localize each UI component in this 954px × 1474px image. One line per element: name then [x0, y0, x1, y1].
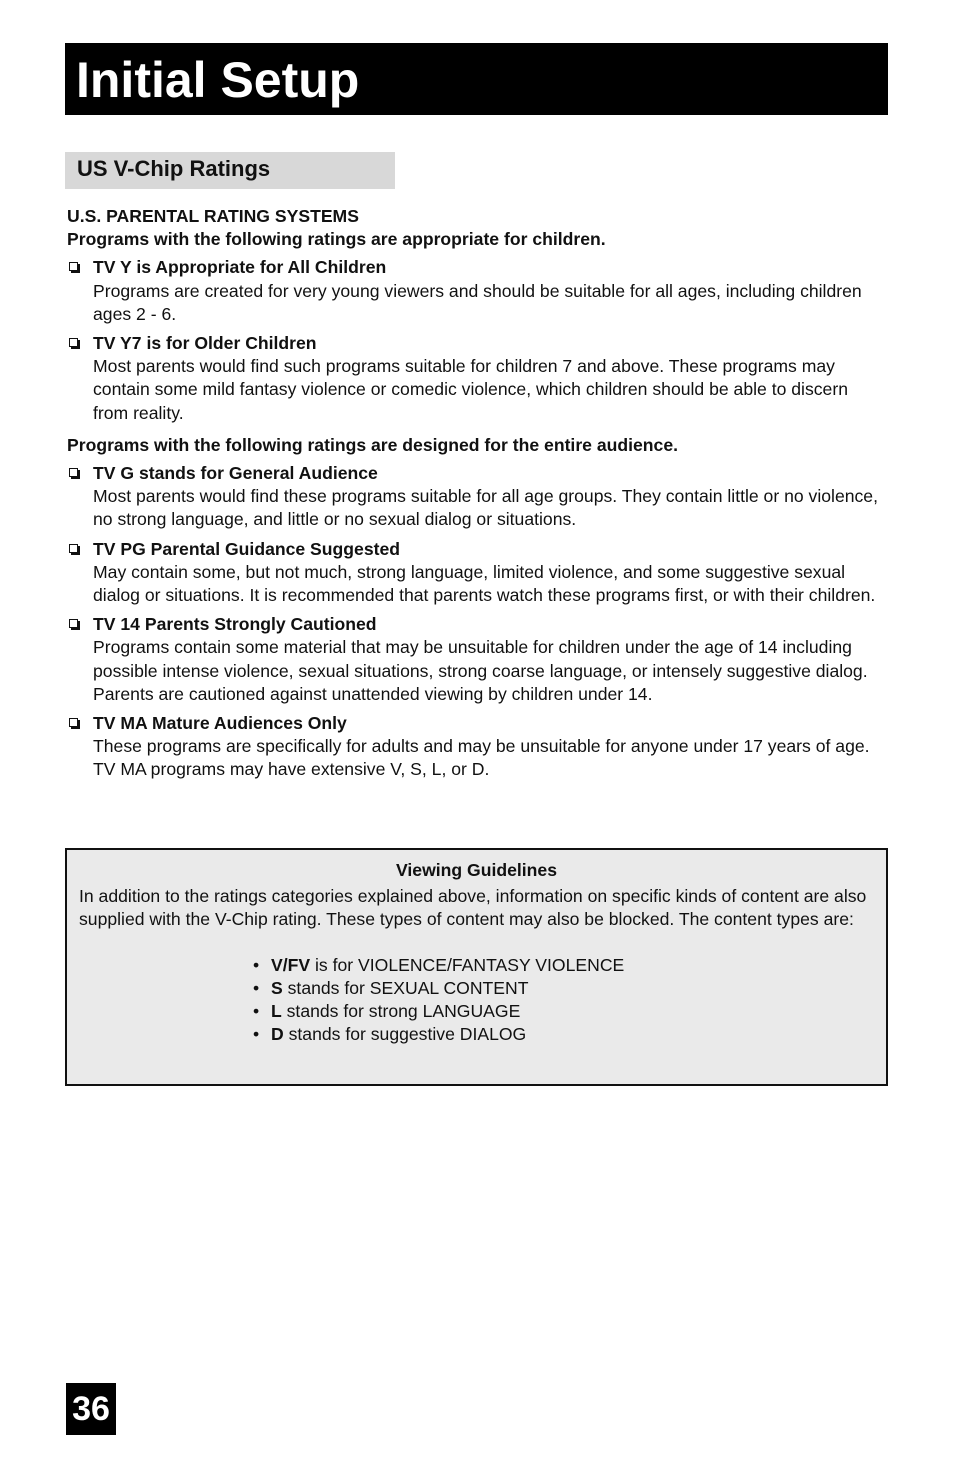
list-item	[253, 1000, 886, 1023]
checkbox-icon	[69, 619, 78, 628]
list-item	[253, 977, 886, 1000]
rating-item	[67, 712, 887, 782]
page-number: 36	[72, 1390, 110, 1428]
bullet-icon: •	[253, 954, 260, 975]
rating-description: Most parents would find such programs suitable for children 7 and above. These programs may contain some mild fantasy violence or comedic violence, which children should be able to discern from reality.	[93, 356, 848, 423]
rating-item	[67, 332, 887, 425]
list-item	[253, 954, 886, 977]
bullet-icon: •	[253, 977, 260, 998]
content-type-list	[67, 954, 886, 1047]
children-intro: Programs with the following ratings are appropriate for children.	[67, 229, 606, 250]
content-description: stands for strong LANGUAGE	[281, 1001, 521, 1022]
rating-description: These programs are specifically for adults and may be unsuitable for anyone under 17 years of age. TV MA programs may have extensive V, S, L, or D.	[93, 736, 870, 780]
section-band	[65, 152, 395, 189]
ratings-content	[67, 205, 887, 782]
rating-item	[67, 256, 887, 326]
viewing-guidelines-box	[65, 848, 888, 1086]
guidelines-title: Viewing Guidelines	[396, 860, 557, 880]
bullet-icon: •	[253, 1024, 260, 1045]
rating-description: Programs are created for very young viewers and should be suitable for all ages, including children ages 2 - 6.	[93, 280, 862, 324]
content-description: stands for suggestive DIALOG	[283, 1024, 527, 1045]
checkbox-icon	[69, 338, 78, 347]
rating-title: TV G stands for General Audience	[93, 463, 378, 484]
rating-item	[67, 462, 887, 532]
rating-description: May contain some, but not much, strong language, limited violence, and some suggestive sexual dialog or situations. It is recommended that parents watch these programs first, or with their children.	[93, 561, 876, 606]
rating-item	[67, 538, 887, 608]
content-code: L	[271, 1001, 282, 1022]
content-code: S	[271, 977, 283, 998]
list-item	[253, 1023, 886, 1046]
content-description: stands for SEXUAL CONTENT	[282, 977, 529, 998]
checkbox-icon	[69, 544, 78, 553]
rating-title: TV Y7 is for Older Children	[93, 333, 317, 354]
rating-description: Programs contain some material that may be unsuitable for children under the age of 14 including possible intense violence, sexual situations, strong coarse language, or intensely suggestive dialog. Parents are cautioned against unattended viewing by children under 14.	[93, 637, 868, 704]
rating-title: TV 14 Parents Strongly Cautioned	[93, 614, 377, 635]
page-title: Initial Setup	[76, 52, 360, 108]
systems-heading: U.S. PARENTAL RATING SYSTEMS	[67, 206, 359, 226]
audience-intro: Programs with the following ratings are designed for the entire audience.	[67, 434, 678, 455]
guidelines-text: In addition to the ratings categories explained above, information on specific kinds of content are also supplied with the V-Chip rating. These types of content may also be blocked. The content types are:	[79, 886, 867, 930]
section-title: US V-Chip Ratings	[77, 156, 271, 181]
rating-title: TV Y is Appropriate for All Children	[93, 257, 387, 278]
checkbox-icon	[69, 262, 78, 271]
rating-title: TV MA Mature Audiences Only	[93, 713, 347, 734]
bullet-icon: •	[253, 1001, 260, 1022]
checkbox-icon	[69, 468, 78, 477]
header-bar	[65, 43, 888, 115]
content-description: is for VIOLENCE/FANTASY VIOLENCE	[310, 954, 625, 975]
rating-title: TV PG Parental Guidance Suggested	[93, 538, 400, 559]
checkbox-icon	[69, 718, 78, 727]
content-code: D	[271, 1024, 284, 1045]
rating-item	[67, 613, 887, 706]
page-number-box	[66, 1383, 116, 1435]
content-code: V/FV	[271, 954, 311, 975]
rating-description: Most parents would find these programs suitable for all age groups. They contain little or no violence, no strong language, and little or no sexual dialog or situations.	[93, 486, 878, 530]
